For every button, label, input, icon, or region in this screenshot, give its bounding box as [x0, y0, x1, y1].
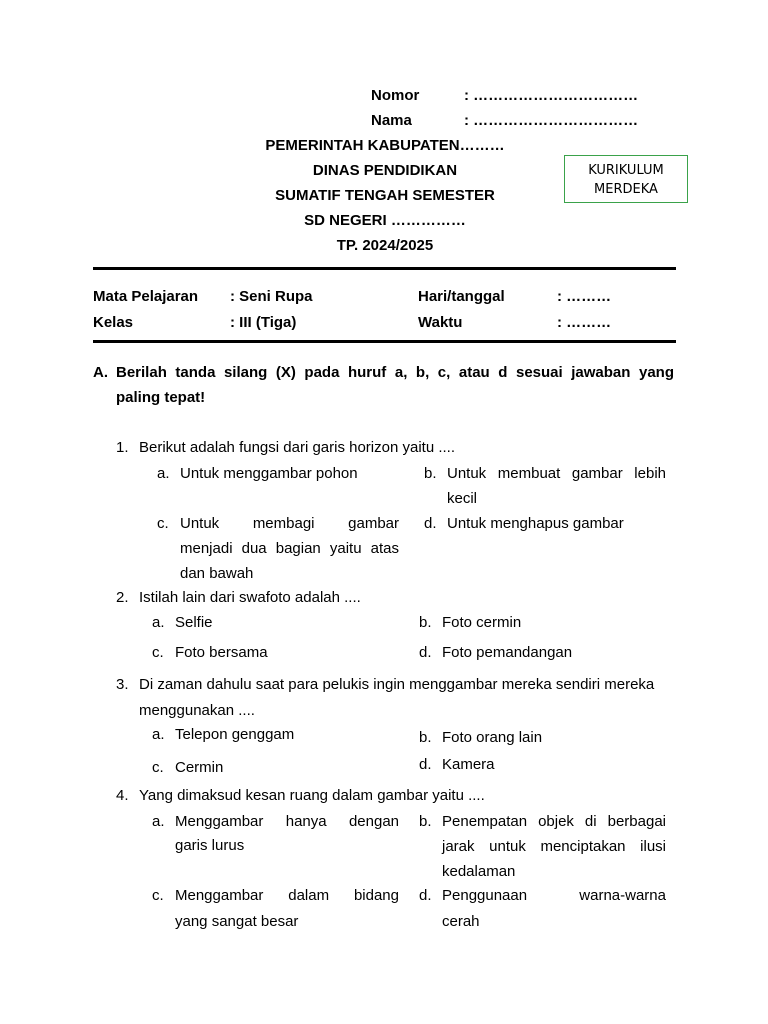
- q3-option-a: Telepon genggam: [175, 726, 295, 743]
- q3-option-c-letter: c.: [152, 759, 164, 776]
- q4-option-c-letter: c.: [152, 887, 164, 904]
- q1-option-c-letter: c.: [157, 515, 169, 532]
- nama-label: Nama: [371, 112, 412, 129]
- question-3-text-2: menggunakan ....: [139, 702, 255, 719]
- q4-option-d-letter: d.: [419, 887, 432, 904]
- section-letter: A.: [93, 364, 108, 381]
- kelas-value: : III (Tiga): [230, 314, 297, 331]
- question-2-text: Istilah lain dari swafoto adalah ....: [139, 589, 361, 606]
- q4-option-a-letter: a.: [152, 813, 165, 830]
- q1-option-d-letter: d.: [424, 515, 437, 532]
- header-line-1: PEMERINTAH KABUPATEN………: [265, 137, 505, 154]
- q3-option-d: Kamera: [442, 756, 495, 773]
- mapel-value: : Seni Rupa: [230, 288, 313, 305]
- question-4-number: 4.: [116, 787, 129, 804]
- section-instruction-1: Berilah tanda silang (X) pada huruf a, b, c, atau d sesuai jawaban yang: [116, 364, 674, 381]
- top-rule: [93, 267, 676, 270]
- waktu-label: Waktu: [418, 314, 463, 331]
- kelas-label: Kelas: [93, 314, 134, 331]
- mapel-label: Mata Pelajaran: [93, 288, 199, 305]
- q4-option-a-line2: garis lurus: [175, 837, 245, 854]
- q1-option-b-line1: Untuk membuat gambar lebih: [447, 465, 666, 482]
- q4-option-b-line2: jarak untuk menciptakan ilusi: [442, 838, 666, 855]
- bottom-rule: [93, 340, 676, 343]
- q3-option-b-letter: b.: [419, 729, 432, 746]
- q1-option-c-line3: dan bawah: [180, 565, 254, 582]
- q4-option-b-line1: Penempatan objek di berbagai: [442, 813, 666, 830]
- header-line-2: DINAS PENDIDIKAN: [312, 162, 458, 179]
- q4-option-b-line3: kedalaman: [442, 863, 516, 880]
- badge-line-1: KURIKULUM: [588, 163, 664, 178]
- header-line-3: SUMATIF TENGAH SEMESTER: [275, 187, 495, 204]
- q1-option-b-letter: b.: [424, 465, 437, 482]
- kurikulum-badge: [564, 155, 688, 203]
- q1-option-b-line2: kecil: [447, 490, 478, 507]
- q3-option-b: Foto orang lain: [442, 729, 543, 746]
- q4-option-d-line1: Penggunaan warna-warna: [442, 887, 666, 904]
- q3-option-a-letter: a.: [152, 726, 165, 743]
- question-1-text: Berikut adalah fungsi dari garis horizon yaitu ....: [139, 439, 456, 456]
- q2-option-d: Foto pemandangan: [442, 644, 573, 661]
- question-2-number: 2.: [116, 589, 129, 606]
- section-instruction-2: paling tepat!: [116, 389, 206, 406]
- q1-option-d: Untuk menghapus gambar: [447, 515, 624, 532]
- q2-option-b-letter: b.: [419, 614, 432, 631]
- hari-value: : ………: [557, 288, 612, 305]
- q2-option-a: Selfie: [175, 614, 213, 631]
- waktu-value: : ………: [557, 314, 612, 331]
- hari-label: Hari/tanggal: [418, 288, 505, 305]
- nomor-label: Nomor: [371, 87, 420, 104]
- badge-line-2: MERDEKA: [594, 182, 658, 197]
- q4-option-d-line2: cerah: [442, 913, 480, 930]
- question-3-text-1: Di zaman dahulu saat para pelukis ingin menggambar mereka sendiri mereka: [139, 676, 655, 693]
- q3-option-d-letter: d.: [419, 756, 432, 773]
- q2-option-c-letter: c.: [152, 644, 164, 661]
- question-1-number: 1.: [116, 439, 129, 456]
- q1-option-a-letter: a.: [157, 465, 170, 482]
- question-4-text: Yang dimaksud kesan ruang dalam gambar yaitu ....: [139, 787, 485, 804]
- q2-option-d-letter: d.: [419, 644, 432, 661]
- q4-option-c-line2: yang sangat besar: [175, 913, 299, 930]
- q4-option-c-line1: Menggambar dalam bidang: [175, 887, 399, 904]
- q3-option-c: Cermin: [175, 759, 224, 776]
- q4-option-b-letter: b.: [419, 813, 432, 830]
- header-line-4: SD NEGERI ……………: [304, 212, 466, 229]
- question-3-number: 3.: [116, 676, 129, 693]
- q1-option-a: Untuk menggambar pohon: [180, 465, 358, 482]
- q1-option-c-line1: Untuk membagi gambar: [180, 515, 399, 532]
- q2-option-a-letter: a.: [152, 614, 165, 631]
- nomor-value: : ……………………………: [464, 87, 639, 104]
- q2-option-b: Foto cermin: [442, 614, 522, 631]
- header-line-5: TP. 2024/2025: [336, 237, 434, 254]
- q4-option-a-line1: Menggambar hanya dengan: [175, 813, 399, 830]
- q2-option-c: Foto bersama: [175, 644, 268, 661]
- nama-value: : ……………………………: [464, 112, 639, 129]
- q1-option-c-line2: menjadi dua bagian yaitu atas: [180, 540, 399, 557]
